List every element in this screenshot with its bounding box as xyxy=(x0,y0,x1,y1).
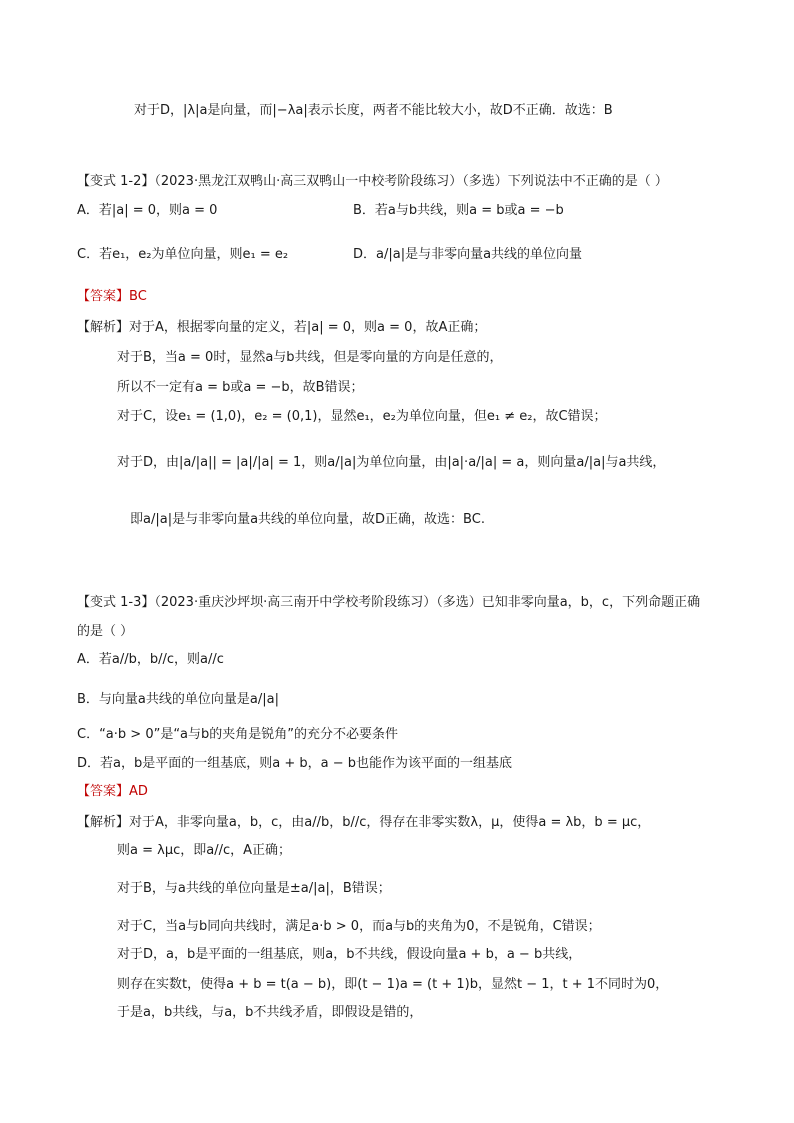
question-1-2-analysis-b2: 所以不一定有a = b或a = −b，故B错误； xyxy=(117,380,364,395)
question-1-3-analysis-a2: 则a = λμc，即a//c，A正确； xyxy=(117,843,292,858)
question-1-3-option-c: C．“a·b > 0”是“a与b的夹角是锐角”的充分不必要条件 xyxy=(77,727,399,742)
question-1-3-analysis-b: 对于B，与a共线的单位向量是±a/|a|，B错误； xyxy=(117,881,391,896)
question-1-3-analysis-c: 对于C，当a与b同向共线时，满足a·b > 0，而a与b的夹角为0，不是锐角，C错误； xyxy=(117,919,601,934)
question-1-3-option-d: D．若a，b是平面的一组基底，则a + b，a − b也能作为该平面的一组基底 xyxy=(77,756,512,771)
question-1-3-analysis-a1: 【解析】对于A，非零向量a，b，c，由a//b，b//c，得存在非零实数λ，μ，使得a = λb，b = μc， xyxy=(77,815,651,830)
question-1-3-stem-line2: 的是（ ） xyxy=(77,624,134,639)
question-1-2-analysis-d1: 对于D，由|a/|a|| = |a|/|a| = 1，则a/|a|为单位向量，由|a|·a/|a| = a，则向量a/|a|与a共线， xyxy=(117,455,666,470)
question-1-3-answer: 【答案】AD xyxy=(77,784,148,799)
question-1-2-analysis-b1: 对于B，当a = 0时，显然a与b共线，但是零向量的方向是任意的， xyxy=(117,350,503,365)
question-1-2-analysis-c: 对于C，设e₁ = (1,0)，e₂ = (0,1)，显然e₁，e₂为单位向量，但e₁ ≠ e₂，故C错误； xyxy=(117,409,607,424)
question-1-3-stem-line1: 【变式 1-3】（2023·重庆沙坪坝·高三南开中学校考阶段练习）（多选）已知非零向量a，b，c，下列命题正确 xyxy=(77,595,701,610)
question-1-2-option-b: B．若a与b共线，则a = b或a = −b xyxy=(353,203,564,218)
question-1-2-analysis-a: 【解析】对于A，根据零向量的定义，若|a| = 0，则a = 0，故A正确； xyxy=(77,320,487,335)
question-1-2-option-d: D．a/|a|是与非零向量a共线的单位向量 xyxy=(353,247,583,262)
prev-solution-conclusion: 对于D，|λ|a是向量，而|−λa|表示长度，两者不能比较大小，故D不正确．故选：B xyxy=(134,103,613,118)
question-1-3-analysis-d2: 则存在实数t，使得a + b = t(a − b)，即(t − 1)a = (t + 1)b，显然t − 1，t + 1不同时为0， xyxy=(117,977,669,992)
question-1-2-stem: 【变式 1-2】（2023·黑龙江双鸭山·高三双鸭山一中校考阶段练习）（多选）下列说法中不正确的是（ ） xyxy=(77,174,668,189)
question-1-2-answer: 【答案】BC xyxy=(77,289,147,304)
question-1-2-analysis-d2: 即a/|a|是与非零向量a共线的单位向量，故D正确，故选：BC. xyxy=(130,512,485,527)
question-1-2-option-c: C．若e₁，e₂为单位向量，则e₁ = e₂ xyxy=(77,247,289,262)
question-1-3-option-a: A．若a//b，b//c，则a//c xyxy=(77,652,224,667)
question-1-2-option-a: A．若|a| = 0，则a = 0 xyxy=(77,203,218,218)
question-1-3-analysis-d3: 于是a，b共线，与a，b不共线矛盾，即假设是错的， xyxy=(117,1005,423,1020)
question-1-3-option-b: B．与向量a共线的单位向量是a/|a| xyxy=(77,692,279,707)
question-1-3-analysis-d1: 对于D，a，b是平面的一组基底，则a，b不共线，假设向量a + b，a − b共线， xyxy=(117,947,582,962)
